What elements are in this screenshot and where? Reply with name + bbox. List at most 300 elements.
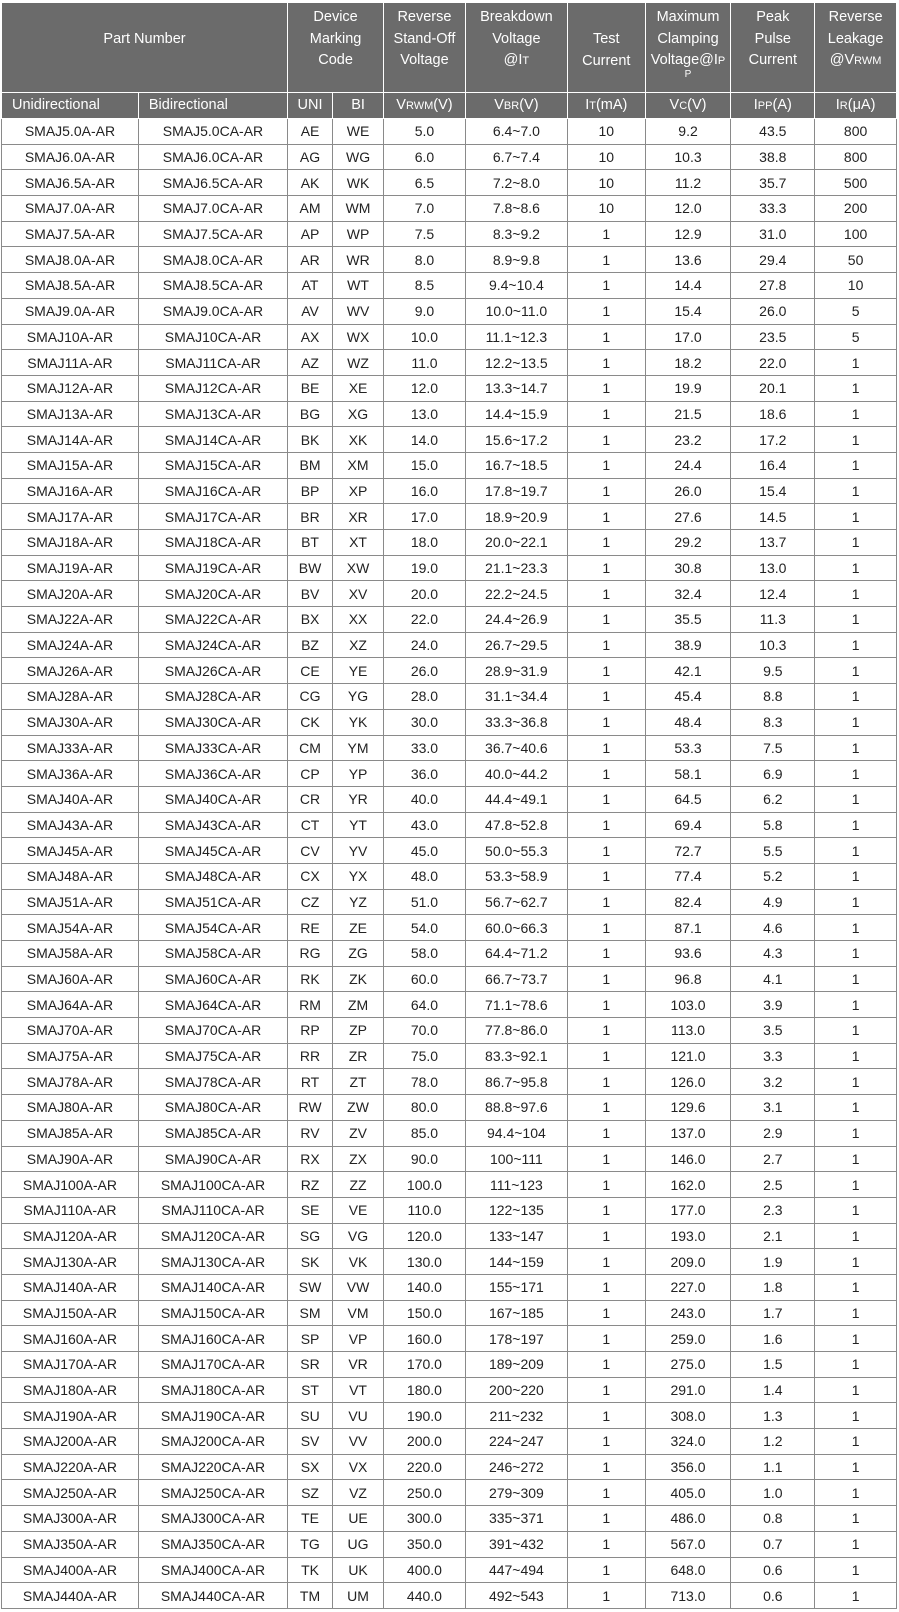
- cell-ir: 1: [815, 992, 897, 1018]
- cell-vc: 82.4: [645, 889, 731, 915]
- cell-vbr: 189~209: [465, 1352, 567, 1378]
- cell-vc: 93.6: [645, 941, 731, 967]
- cell-vbr: 33.3~36.8: [465, 709, 567, 735]
- cell-ipp: 2.5: [731, 1172, 815, 1198]
- cell-bidirectional: SMAJ350CA-AR: [138, 1531, 287, 1557]
- cell-vrwm: 20.0: [384, 581, 466, 607]
- cell-vc: 35.5: [645, 607, 731, 633]
- cell-it: 10: [567, 170, 645, 196]
- cell-bidirectional: SMAJ54CA-AR: [138, 915, 287, 941]
- cell-vc: 30.8: [645, 555, 731, 581]
- cell-vbr: 335~371: [465, 1506, 567, 1532]
- cell-bidirectional: SMAJ7.5CA-AR: [138, 221, 287, 247]
- cell-vc: 648.0: [645, 1557, 731, 1583]
- cell-bidirectional: SMAJ16CA-AR: [138, 478, 287, 504]
- cell-bidirectional: SMAJ14CA-AR: [138, 427, 287, 453]
- cell-bi-code: WR: [333, 247, 384, 273]
- cell-ipp: 1.3: [731, 1403, 815, 1429]
- cell-vrwm: 18.0: [384, 530, 466, 556]
- subheader-vbr: VBR(V): [465, 93, 567, 119]
- cell-bidirectional: SMAJ22CA-AR: [138, 607, 287, 633]
- cell-unidirectional: SMAJ180A-AR: [2, 1377, 139, 1403]
- cell-unidirectional: SMAJ15A-AR: [2, 452, 139, 478]
- cell-uni-code: CV: [288, 838, 333, 864]
- cell-unidirectional: SMAJ28A-AR: [2, 684, 139, 710]
- cell-uni-code: AZ: [288, 350, 333, 376]
- cell-ir: 10: [815, 273, 897, 299]
- cell-vbr: 56.7~62.7: [465, 889, 567, 915]
- cell-ir: 1: [815, 452, 897, 478]
- cell-ir: 1: [815, 581, 897, 607]
- table-row: [2, 1172, 897, 1198]
- cell-vrwm: 78.0: [384, 1069, 466, 1095]
- cell-vrwm: 28.0: [384, 684, 466, 710]
- cell-bi-code: VP: [333, 1326, 384, 1352]
- cell-vc: 259.0: [645, 1326, 731, 1352]
- cell-unidirectional: SMAJ75A-AR: [2, 1043, 139, 1069]
- cell-ipp: 1.9: [731, 1249, 815, 1275]
- table-body: [2, 119, 897, 1609]
- cell-vc: 356.0: [645, 1454, 731, 1480]
- cell-bidirectional: SMAJ440CA-AR: [138, 1583, 287, 1609]
- cell-bidirectional: SMAJ5.0CA-AR: [138, 119, 287, 145]
- cell-ipp: 1.5: [731, 1352, 815, 1378]
- cell-uni-code: TM: [288, 1583, 333, 1609]
- cell-vbr: 24.4~26.9: [465, 607, 567, 633]
- cell-ipp: 5.5: [731, 838, 815, 864]
- cell-ipp: 16.4: [731, 452, 815, 478]
- cell-vrwm: 36.0: [384, 761, 466, 787]
- cell-ipp: 35.7: [731, 170, 815, 196]
- cell-vc: 48.4: [645, 709, 731, 735]
- cell-vrwm: 24.0: [384, 632, 466, 658]
- cell-vrwm: 8.5: [384, 273, 466, 299]
- cell-vc: 18.2: [645, 350, 731, 376]
- table-row: [2, 632, 897, 658]
- cell-ir: 1: [815, 1018, 897, 1044]
- cell-uni-code: RM: [288, 992, 333, 1018]
- cell-ipp: 4.3: [731, 941, 815, 967]
- cell-bi-code: VX: [333, 1454, 384, 1480]
- cell-unidirectional: SMAJ140A-AR: [2, 1274, 139, 1300]
- cell-vrwm: 16.0: [384, 478, 466, 504]
- cell-vc: 209.0: [645, 1249, 731, 1275]
- cell-vbr: 447~494: [465, 1557, 567, 1583]
- cell-vbr: 200~220: [465, 1377, 567, 1403]
- cell-bi-code: WV: [333, 298, 384, 324]
- cell-uni-code: SR: [288, 1352, 333, 1378]
- cell-vbr: 8.3~9.2: [465, 221, 567, 247]
- cell-vc: 38.9: [645, 632, 731, 658]
- cell-vrwm: 75.0: [384, 1043, 466, 1069]
- subheader-bidirectional: Bidirectional: [138, 93, 287, 119]
- cell-ir: 1: [815, 1506, 897, 1532]
- cell-uni-code: AM: [288, 196, 333, 222]
- cell-bidirectional: SMAJ180CA-AR: [138, 1377, 287, 1403]
- subheader-ir: IR(μA): [815, 93, 897, 119]
- subheader-vc: VC(V): [645, 93, 731, 119]
- cell-unidirectional: SMAJ20A-AR: [2, 581, 139, 607]
- cell-uni-code: BV: [288, 581, 333, 607]
- cell-ipp: 29.4: [731, 247, 815, 273]
- cell-unidirectional: SMAJ24A-AR: [2, 632, 139, 658]
- cell-it: 1: [567, 607, 645, 633]
- cell-unidirectional: SMAJ51A-AR: [2, 889, 139, 915]
- cell-ipp: 11.3: [731, 607, 815, 633]
- table-row: [2, 1583, 897, 1609]
- cell-vc: 227.0: [645, 1274, 731, 1300]
- cell-ipp: 10.3: [731, 632, 815, 658]
- cell-uni-code: SX: [288, 1454, 333, 1480]
- cell-bi-code: WK: [333, 170, 384, 196]
- cell-bi-code: VV: [333, 1429, 384, 1455]
- cell-ir: 1: [815, 1377, 897, 1403]
- subheader-vrwm: VRWM(V): [384, 93, 466, 119]
- cell-ir: 1: [815, 1429, 897, 1455]
- cell-it: 1: [567, 915, 645, 941]
- cell-vbr: 64.4~71.2: [465, 941, 567, 967]
- cell-it: 1: [567, 530, 645, 556]
- cell-ir: 1: [815, 1326, 897, 1352]
- cell-bi-code: XE: [333, 375, 384, 401]
- cell-bi-code: ZV: [333, 1120, 384, 1146]
- cell-unidirectional: SMAJ17A-AR: [2, 504, 139, 530]
- cell-bi-code: ZT: [333, 1069, 384, 1095]
- cell-unidirectional: SMAJ6.5A-AR: [2, 170, 139, 196]
- cell-vrwm: 200.0: [384, 1429, 466, 1455]
- cell-vc: 42.1: [645, 658, 731, 684]
- cell-vc: 53.3: [645, 735, 731, 761]
- cell-ipp: 0.8: [731, 1506, 815, 1532]
- cell-vc: 405.0: [645, 1480, 731, 1506]
- cell-bidirectional: SMAJ6.0CA-AR: [138, 144, 287, 170]
- cell-bi-code: XP: [333, 478, 384, 504]
- cell-vbr: 28.9~31.9: [465, 658, 567, 684]
- cell-vc: 26.0: [645, 478, 731, 504]
- cell-vrwm: 6.0: [384, 144, 466, 170]
- cell-bidirectional: SMAJ40CA-AR: [138, 786, 287, 812]
- table-row: [2, 1454, 897, 1480]
- subheader-unidirectional: Unidirectional: [2, 93, 139, 119]
- table-row: [2, 709, 897, 735]
- table-row: [2, 478, 897, 504]
- header-part-number: Part Number: [2, 3, 288, 93]
- cell-vbr: 122~135: [465, 1197, 567, 1223]
- cell-ir: 1: [815, 786, 897, 812]
- table-row: [2, 247, 897, 273]
- cell-vrwm: 10.0: [384, 324, 466, 350]
- cell-uni-code: AP: [288, 221, 333, 247]
- cell-it: 1: [567, 786, 645, 812]
- table-row: [2, 170, 897, 196]
- cell-bidirectional: SMAJ30CA-AR: [138, 709, 287, 735]
- cell-uni-code: BG: [288, 401, 333, 427]
- cell-ir: 1: [815, 375, 897, 401]
- cell-bi-code: VT: [333, 1377, 384, 1403]
- cell-ir: 1: [815, 658, 897, 684]
- cell-vbr: 83.3~92.1: [465, 1043, 567, 1069]
- cell-unidirectional: SMAJ45A-AR: [2, 838, 139, 864]
- cell-bi-code: ZP: [333, 1018, 384, 1044]
- cell-unidirectional: SMAJ58A-AR: [2, 941, 139, 967]
- cell-unidirectional: SMAJ9.0A-AR: [2, 298, 139, 324]
- cell-unidirectional: SMAJ14A-AR: [2, 427, 139, 453]
- cell-it: 1: [567, 581, 645, 607]
- cell-unidirectional: SMAJ6.0A-AR: [2, 144, 139, 170]
- cell-bidirectional: SMAJ33CA-AR: [138, 735, 287, 761]
- cell-it: 1: [567, 709, 645, 735]
- cell-ir: 1: [815, 735, 897, 761]
- cell-vrwm: 85.0: [384, 1120, 466, 1146]
- cell-vbr: 155~171: [465, 1274, 567, 1300]
- cell-unidirectional: SMAJ30A-AR: [2, 709, 139, 735]
- cell-uni-code: BX: [288, 607, 333, 633]
- cell-bi-code: XV: [333, 581, 384, 607]
- table-row: [2, 1120, 897, 1146]
- cell-unidirectional: SMAJ36A-AR: [2, 761, 139, 787]
- cell-ipp: 22.0: [731, 350, 815, 376]
- cell-vc: 324.0: [645, 1429, 731, 1455]
- cell-vrwm: 14.0: [384, 427, 466, 453]
- cell-bi-code: ZK: [333, 966, 384, 992]
- cell-it: 1: [567, 812, 645, 838]
- cell-it: 1: [567, 966, 645, 992]
- cell-vbr: 100~111: [465, 1146, 567, 1172]
- cell-ir: 1: [815, 684, 897, 710]
- cell-unidirectional: SMAJ10A-AR: [2, 324, 139, 350]
- cell-ir: 1: [815, 1352, 897, 1378]
- cell-ipp: 4.9: [731, 889, 815, 915]
- cell-vrwm: 350.0: [384, 1531, 466, 1557]
- cell-vbr: 20.0~22.1: [465, 530, 567, 556]
- table-row: [2, 838, 897, 864]
- cell-vc: 96.8: [645, 966, 731, 992]
- cell-vc: 11.2: [645, 170, 731, 196]
- cell-ipp: 4.6: [731, 915, 815, 941]
- cell-bi-code: ZM: [333, 992, 384, 1018]
- cell-ipp: 1.7: [731, 1300, 815, 1326]
- cell-it: 1: [567, 1480, 645, 1506]
- cell-ir: 1: [815, 607, 897, 633]
- cell-it: 1: [567, 427, 645, 453]
- cell-ipp: 3.5: [731, 1018, 815, 1044]
- table-row: [2, 684, 897, 710]
- cell-it: 1: [567, 1377, 645, 1403]
- cell-it: 1: [567, 1429, 645, 1455]
- cell-uni-code: CT: [288, 812, 333, 838]
- cell-uni-code: CP: [288, 761, 333, 787]
- table-row: [2, 915, 897, 941]
- cell-it: 1: [567, 1274, 645, 1300]
- cell-vbr: 279~309: [465, 1480, 567, 1506]
- cell-vc: 308.0: [645, 1403, 731, 1429]
- cell-ipp: 12.4: [731, 581, 815, 607]
- cell-vc: 23.2: [645, 427, 731, 453]
- cell-vbr: 16.7~18.5: [465, 452, 567, 478]
- cell-bidirectional: SMAJ20CA-AR: [138, 581, 287, 607]
- header-reverse-leakage: Reverse Leakage @VRWM: [815, 3, 897, 93]
- cell-ir: 1: [815, 1223, 897, 1249]
- cell-vbr: 47.8~52.8: [465, 812, 567, 838]
- cell-bidirectional: SMAJ11CA-AR: [138, 350, 287, 376]
- cell-vbr: 11.1~12.3: [465, 324, 567, 350]
- cell-vbr: 10.0~11.0: [465, 298, 567, 324]
- cell-vrwm: 300.0: [384, 1506, 466, 1532]
- cell-it: 1: [567, 452, 645, 478]
- cell-unidirectional: SMAJ60A-AR: [2, 966, 139, 992]
- cell-vrwm: 90.0: [384, 1146, 466, 1172]
- cell-unidirectional: SMAJ160A-AR: [2, 1326, 139, 1352]
- cell-unidirectional: SMAJ7.0A-AR: [2, 196, 139, 222]
- cell-it: 1: [567, 1300, 645, 1326]
- cell-vrwm: 9.0: [384, 298, 466, 324]
- cell-uni-code: RG: [288, 941, 333, 967]
- cell-vrwm: 43.0: [384, 812, 466, 838]
- cell-ir: 1: [815, 1120, 897, 1146]
- cell-ir: 1: [815, 966, 897, 992]
- cell-uni-code: BM: [288, 452, 333, 478]
- cell-ipp: 4.1: [731, 966, 815, 992]
- cell-ir: 1: [815, 1531, 897, 1557]
- cell-unidirectional: SMAJ43A-AR: [2, 812, 139, 838]
- cell-bidirectional: SMAJ15CA-AR: [138, 452, 287, 478]
- cell-vrwm: 180.0: [384, 1377, 466, 1403]
- cell-uni-code: TK: [288, 1557, 333, 1583]
- cell-bi-code: VM: [333, 1300, 384, 1326]
- cell-vc: 10.3: [645, 144, 731, 170]
- cell-ir: 1: [815, 1583, 897, 1609]
- cell-vbr: 15.6~17.2: [465, 427, 567, 453]
- cell-it: 1: [567, 555, 645, 581]
- cell-vbr: 7.2~8.0: [465, 170, 567, 196]
- table-row: [2, 221, 897, 247]
- cell-uni-code: AT: [288, 273, 333, 299]
- cell-bi-code: UM: [333, 1583, 384, 1609]
- cell-bi-code: XG: [333, 401, 384, 427]
- cell-vc: 29.2: [645, 530, 731, 556]
- table-row: [2, 452, 897, 478]
- cell-ir: 1: [815, 632, 897, 658]
- cell-ipp: 13.0: [731, 555, 815, 581]
- cell-bi-code: ZW: [333, 1095, 384, 1121]
- cell-uni-code: CM: [288, 735, 333, 761]
- cell-uni-code: BK: [288, 427, 333, 453]
- cell-bi-code: VE: [333, 1197, 384, 1223]
- table-row: [2, 1300, 897, 1326]
- cell-ir: 1: [815, 1300, 897, 1326]
- cell-ipp: 6.9: [731, 761, 815, 787]
- cell-ir: 1: [815, 1172, 897, 1198]
- cell-vbr: 18.9~20.9: [465, 504, 567, 530]
- cell-bi-code: YX: [333, 863, 384, 889]
- cell-ir: 1: [815, 889, 897, 915]
- cell-uni-code: AG: [288, 144, 333, 170]
- cell-ipp: 3.1: [731, 1095, 815, 1121]
- cell-unidirectional: SMAJ40A-AR: [2, 786, 139, 812]
- cell-vc: 17.0: [645, 324, 731, 350]
- table-row: [2, 1146, 897, 1172]
- cell-vc: 9.2: [645, 119, 731, 145]
- cell-it: 1: [567, 632, 645, 658]
- cell-bidirectional: SMAJ130CA-AR: [138, 1249, 287, 1275]
- table-row: [2, 119, 897, 145]
- cell-it: 1: [567, 863, 645, 889]
- cell-bidirectional: SMAJ10CA-AR: [138, 324, 287, 350]
- table-row: [2, 196, 897, 222]
- cell-bi-code: VR: [333, 1352, 384, 1378]
- cell-ipp: 1.0: [731, 1480, 815, 1506]
- table-row: [2, 1506, 897, 1532]
- cell-ir: 100: [815, 221, 897, 247]
- cell-bidirectional: SMAJ51CA-AR: [138, 889, 287, 915]
- cell-bidirectional: SMAJ75CA-AR: [138, 1043, 287, 1069]
- cell-it: 1: [567, 941, 645, 967]
- cell-bi-code: WM: [333, 196, 384, 222]
- cell-bi-code: YP: [333, 761, 384, 787]
- cell-unidirectional: SMAJ26A-AR: [2, 658, 139, 684]
- table-row: [2, 504, 897, 530]
- cell-uni-code: SP: [288, 1326, 333, 1352]
- cell-ir: 5: [815, 324, 897, 350]
- subheader-ipp: IPP(A): [731, 93, 815, 119]
- cell-uni-code: SG: [288, 1223, 333, 1249]
- subheader-bi: BI: [333, 93, 384, 119]
- cell-unidirectional: SMAJ5.0A-AR: [2, 119, 139, 145]
- table-row: [2, 966, 897, 992]
- cell-vrwm: 400.0: [384, 1557, 466, 1583]
- cell-it: 10: [567, 144, 645, 170]
- cell-it: 1: [567, 1146, 645, 1172]
- cell-vrwm: 250.0: [384, 1480, 466, 1506]
- cell-vrwm: 19.0: [384, 555, 466, 581]
- cell-it: 1: [567, 1326, 645, 1352]
- cell-it: 1: [567, 1120, 645, 1146]
- cell-uni-code: RR: [288, 1043, 333, 1069]
- cell-ipp: 5.2: [731, 863, 815, 889]
- cell-ipp: 8.8: [731, 684, 815, 710]
- cell-bi-code: ZX: [333, 1146, 384, 1172]
- cell-it: 1: [567, 1018, 645, 1044]
- cell-ipp: 13.7: [731, 530, 815, 556]
- cell-bidirectional: SMAJ24CA-AR: [138, 632, 287, 658]
- cell-bidirectional: SMAJ70CA-AR: [138, 1018, 287, 1044]
- cell-uni-code: TE: [288, 1506, 333, 1532]
- cell-ir: 800: [815, 144, 897, 170]
- cell-bi-code: WE: [333, 119, 384, 145]
- table-row: [2, 273, 897, 299]
- cell-bidirectional: SMAJ250CA-AR: [138, 1480, 287, 1506]
- cell-unidirectional: SMAJ350A-AR: [2, 1531, 139, 1557]
- cell-ipp: 26.0: [731, 298, 815, 324]
- cell-vc: 13.6: [645, 247, 731, 273]
- cell-ir: 1: [815, 915, 897, 941]
- cell-unidirectional: SMAJ220A-AR: [2, 1454, 139, 1480]
- header-device-marking: Device Marking Code: [288, 3, 384, 93]
- cell-vrwm: 8.0: [384, 247, 466, 273]
- cell-vbr: 391~432: [465, 1531, 567, 1557]
- cell-vbr: 36.7~40.6: [465, 735, 567, 761]
- cell-unidirectional: SMAJ85A-AR: [2, 1120, 139, 1146]
- cell-uni-code: ST: [288, 1377, 333, 1403]
- cell-ipp: 14.5: [731, 504, 815, 530]
- cell-it: 1: [567, 761, 645, 787]
- cell-vrwm: 110.0: [384, 1197, 466, 1223]
- cell-vbr: 88.8~97.6: [465, 1095, 567, 1121]
- cell-it: 1: [567, 1043, 645, 1069]
- cell-ir: 1: [815, 1069, 897, 1095]
- cell-ipp: 23.5: [731, 324, 815, 350]
- cell-ir: 1: [815, 1043, 897, 1069]
